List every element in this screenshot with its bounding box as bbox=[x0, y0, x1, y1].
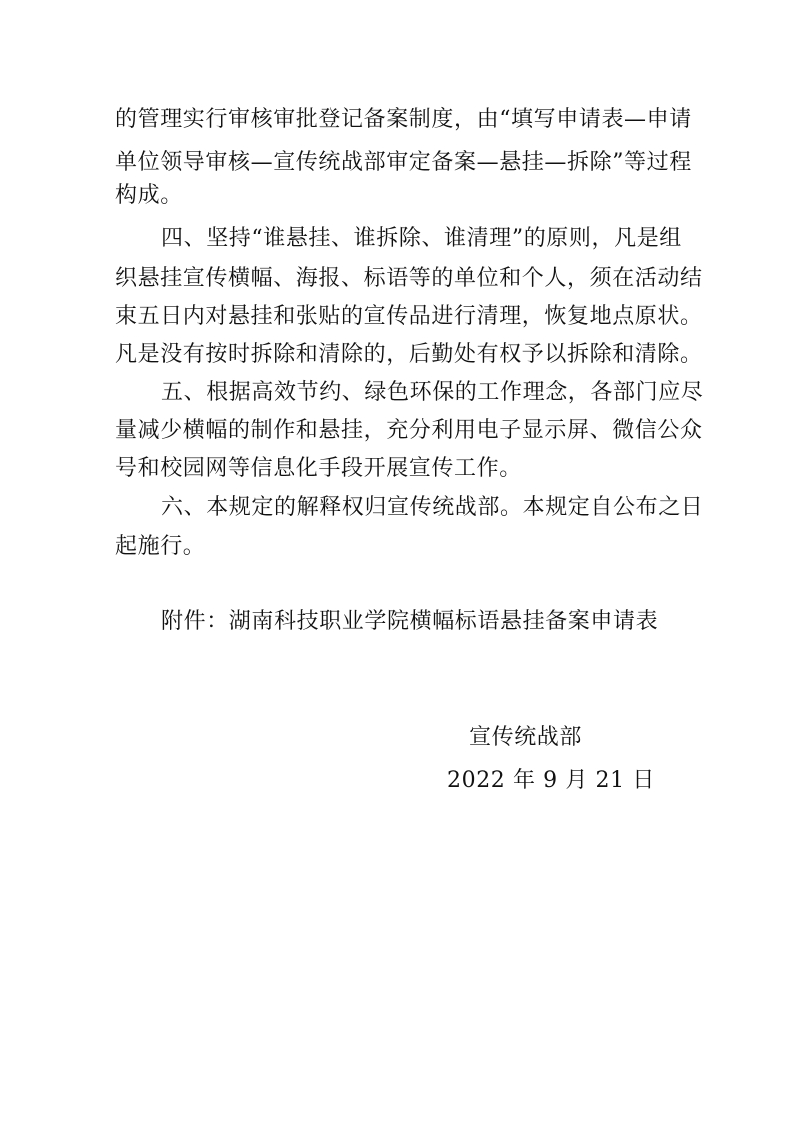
clause-four-line-4: 凡是没有按时拆除和清除的，后勤处有权予以拆除和清除。 bbox=[115, 342, 703, 367]
body-line-3: 构成。 bbox=[115, 183, 183, 208]
clause-five-line-3: 号和校园网等信息化手段开展宣传工作。 bbox=[115, 456, 522, 481]
clause-four-line-3: 束五日内对悬挂和张贴的宣传品进行清理，恢复地点原状。 bbox=[115, 304, 703, 329]
clause-four-line-1: 四、坚持“谁悬挂、谁拆除、谁清理”的原则，凡是组 bbox=[161, 226, 682, 251]
clause-four-line-2: 织悬挂宣传横幅、海报、标语等的单位和个人，须在活动结 bbox=[115, 266, 703, 291]
body-line-1: 的管理实行审核审批登记备案制度，由“填写申请表—申请 bbox=[115, 107, 692, 132]
signature-date: 2022 年 9 月 21 日 bbox=[447, 768, 655, 793]
attachment-line: 附件：湖南科技职业学院横幅标语悬挂备案申请表 bbox=[161, 609, 659, 634]
clause-six-line-1: 六、本规定的解释权归宣传统战部。本规定自公布之日 bbox=[161, 495, 704, 520]
clause-six-line-2: 起施行。 bbox=[115, 534, 206, 559]
body-line-2: 单位领导审核—宣传统战部审定备案—悬挂—拆除”等过程 bbox=[115, 150, 692, 175]
signature-department: 宣传统战部 bbox=[469, 725, 583, 750]
clause-five-line-2: 量减少横幅的制作和悬挂，充分利用电子显示屏、微信公众 bbox=[115, 418, 703, 443]
clause-five-line-1: 五、根据高效节约、绿色环保的工作理念，各部门应尽 bbox=[161, 380, 704, 405]
